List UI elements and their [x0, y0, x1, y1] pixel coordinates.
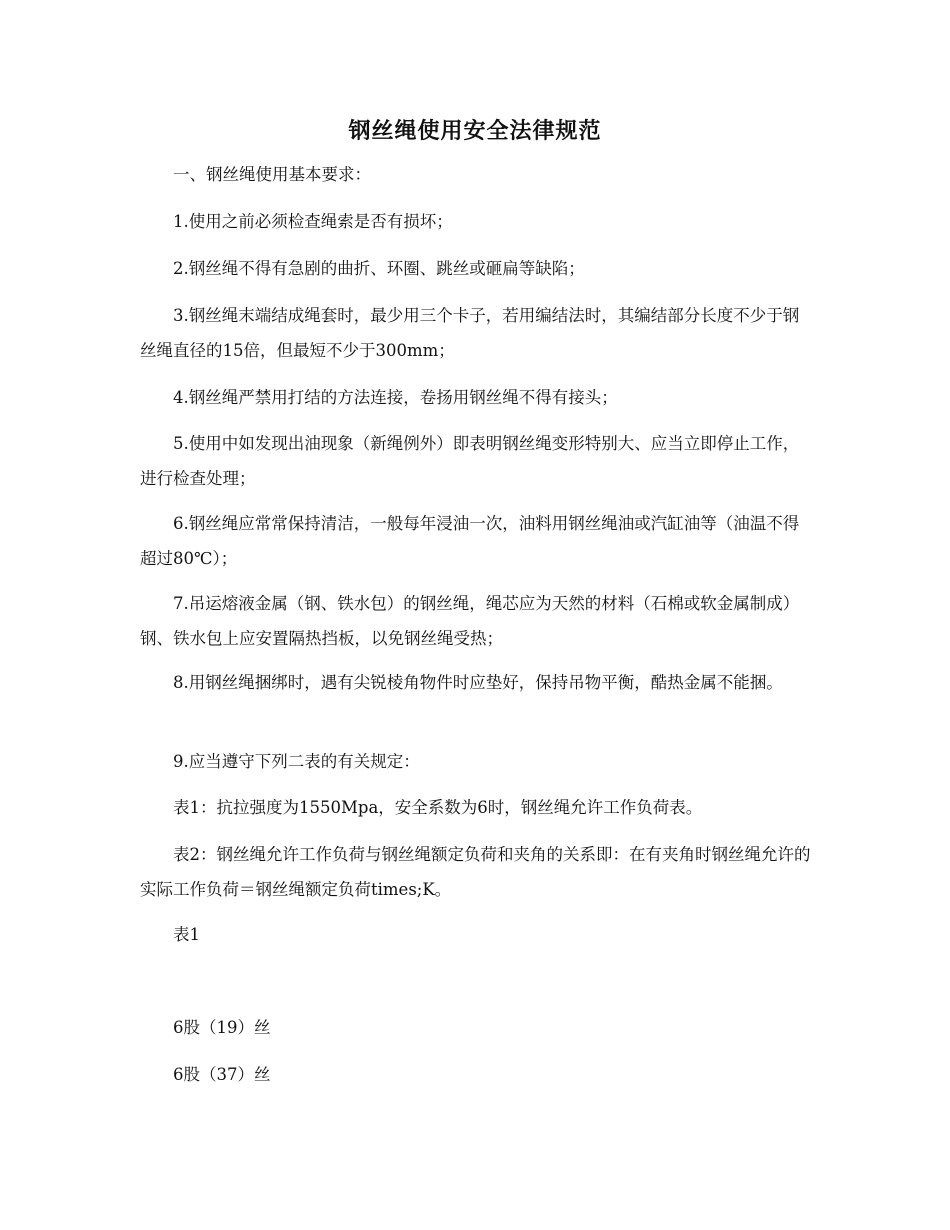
paragraph-item-8: 8.用钢丝绳捆绑时，遇有尖锐棱角物件时应垫好，保持吊物平衡，酷热金属不能捆。: [173, 673, 783, 692]
paragraph-item-5: 5.使用中如发现出油现象（新绳例外）即表明钢丝绳变形特别大、应当立即停止工作，进行检查处理；: [140, 434, 800, 488]
table-row-label: 6股（19）丝: [173, 1018, 271, 1037]
paragraph-item-6: 6.钢丝绳应常常保持清洁，一般每年浸油一次，油料用钢丝绳油或汽缸油等（油温不得超过80℃）；: [140, 514, 800, 568]
section-heading: 一、钢丝绳使用基本要求：: [173, 165, 371, 184]
paragraph-item-4: 4.钢丝绳严禁用打结的方法连接，卷扬用钢丝绳不得有接头；: [173, 388, 618, 407]
table-1-description: 表1：抗拉强度为1550Mpa，安全系数为6时，钢丝绳允许工作负荷表。: [173, 798, 703, 817]
document-title: 钢丝绳使用安全法律规范: [348, 119, 602, 144]
table-1-heading: 表1: [173, 925, 200, 944]
paragraph-item-3: 3.钢丝绳末端结成绳套时，最少用三个卡子，若用编结法时，其编结部分长度不少于钢丝绳直径的15倍，但最短不少于300mm；: [140, 306, 800, 360]
table-row-label: 6股（37）丝: [173, 1065, 271, 1084]
paragraph-item-2: 2.钢丝绳不得有急剧的曲折、环圈、跳丝或砸扁等缺陷；: [173, 259, 585, 278]
paragraph-item-9: 9.应当遵守下列二表的有关规定：: [173, 752, 420, 771]
paragraph-item-7: 7.吊运熔液金属（钢、铁水包）的钢丝绳，绳芯应为天然的材料（石棉或软金属制成）钢、铁水包上应安置隔热挡板，以免钢丝绳受热；: [140, 594, 800, 648]
table-2-description: 表2：钢丝绳允许工作负荷与钢丝绳额定负荷和夹角的关系即：在有夹角时钢丝绳允许的实际工作负荷＝钢丝绳额定负荷times;K。: [140, 845, 811, 899]
paragraph-item-1: 1.使用之前必须检查绳索是否有损坏；: [173, 212, 453, 231]
